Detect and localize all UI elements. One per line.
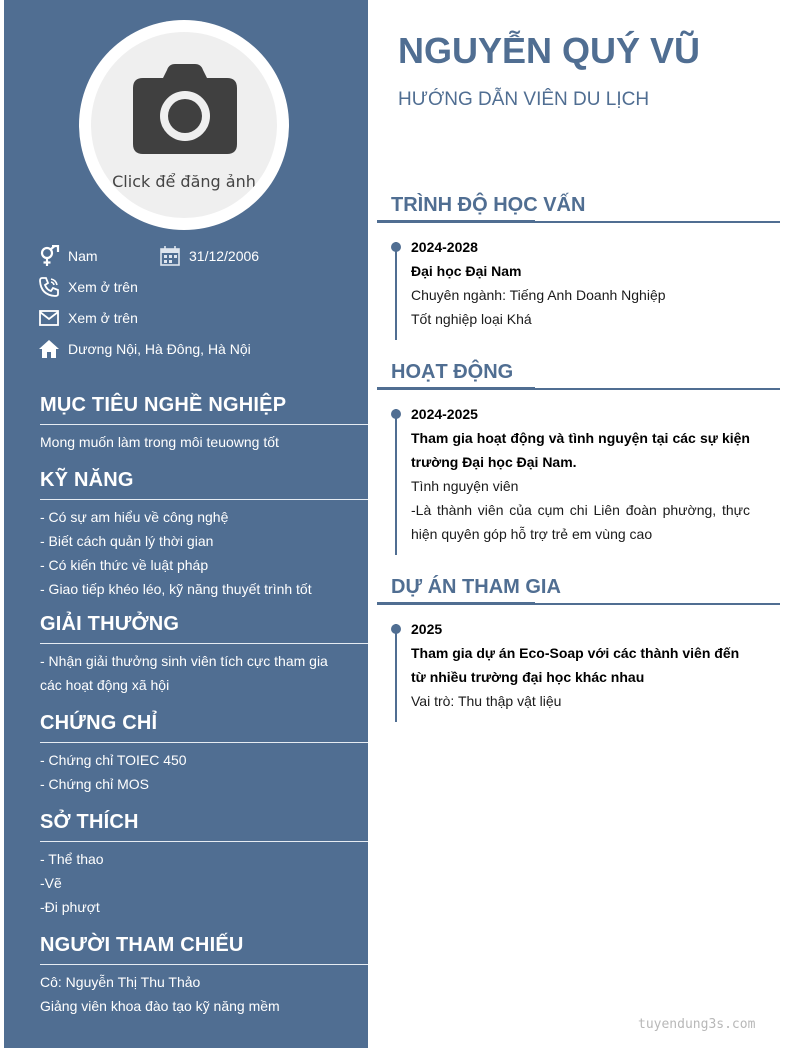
list-item: Giảng viên khoa đào tạo kỹ năng mềm (40, 998, 280, 1014)
activities-timeline (395, 409, 397, 555)
references-title: NGƯỜI THAM CHIẾU (40, 934, 244, 956)
projects-role: Vai trò: Thu thập vật liệu (411, 693, 562, 709)
education-entry (411, 235, 750, 331)
list-item: - Chứng chỉ MOS (40, 776, 149, 792)
skills-list (40, 505, 350, 601)
activities-title: HOẠT ĐỘNG (391, 361, 514, 383)
awards-list (40, 649, 350, 697)
list-item: - Biết cách quản lý thời gian (40, 533, 214, 549)
list-item: -Đi phượt (40, 899, 100, 915)
projects-timeline (395, 624, 397, 722)
list-item: -Vẽ (40, 875, 62, 891)
home-icon (38, 338, 60, 360)
skills-title: KỸ NĂNG (40, 469, 134, 491)
sidebar (4, 0, 368, 1048)
education-period: 2024-2028 (411, 239, 478, 255)
timeline-dot (391, 624, 401, 634)
list-item: - Giao tiếp khéo léo, kỹ năng thuyết trình tốt (40, 581, 312, 597)
phone-icon (38, 276, 60, 298)
hobbies-divider (40, 841, 368, 842)
education-result: Tốt nghiệp loại Khá (411, 311, 532, 327)
email-value: Xem ở trên (68, 310, 138, 326)
birthday-row (159, 245, 259, 267)
activities-entry (411, 402, 750, 546)
gender-value: Nam (68, 248, 98, 264)
activities-period: 2024-2025 (411, 406, 478, 422)
projects-entry (411, 617, 750, 713)
activities-role: Tình nguyện viên (411, 478, 519, 494)
watermark: tuyendung3s.com (638, 1017, 756, 1032)
references-list (40, 970, 350, 1018)
activities-divider-accent (377, 387, 535, 390)
email-row (38, 307, 138, 329)
education-timeline (395, 242, 397, 340)
avatar-upload[interactable] (79, 20, 289, 230)
list-item: - Chứng chỉ TOIEC 450 (40, 752, 187, 768)
education-divider-accent (377, 220, 535, 223)
hobbies-list (40, 847, 350, 919)
mail-icon (38, 307, 60, 329)
avatar-placeholder[interactable] (91, 32, 277, 218)
birthday-value: 31/12/2006 (189, 248, 260, 264)
references-divider (40, 964, 368, 965)
phone-row (38, 276, 138, 298)
candidate-name: NGUYỄN QUÝ VŨ (398, 30, 701, 71)
activities-heading: Tham gia hoạt động và tình nguyện tại các sự kiện trường Đại học Đại Nam. (411, 430, 750, 470)
education-major: Chuyên ngành: Tiếng Anh Doanh Nghiệp (411, 287, 666, 303)
objective-text (40, 430, 350, 454)
skills-divider (40, 499, 368, 500)
education-title: TRÌNH ĐỘ HỌC VẤN (391, 194, 586, 216)
list-item: Cô: Nguyễn Thị Thu Thảo (40, 974, 201, 990)
awards-title: GIẢI THƯỞNG (40, 613, 180, 635)
projects-title: DỰ ÁN THAM GIA (391, 576, 561, 598)
objective-title: MỤC TIÊU NGHỀ NGHIỆP (40, 394, 287, 416)
timeline-dot (391, 242, 401, 252)
timeline-dot (391, 409, 401, 419)
gender-row (38, 245, 98, 267)
awards-divider (40, 643, 368, 644)
hobbies-title: SỞ THÍCH (40, 811, 139, 833)
address-row (38, 338, 251, 360)
list-item: các hoạt động xã hội (40, 677, 170, 693)
avatar-upload-label: Click để đăng ảnh (112, 172, 256, 191)
address-value: Dương Nội, Hà Đông, Hà Nội (68, 341, 251, 357)
objective-line: Mong muốn làm trong môi teuowng tốt (40, 434, 279, 450)
objective-divider (40, 424, 368, 425)
projects-heading: Tham gia dự án Eco-Soap với các thành viên đến từ nhiều trường đại học khác nhau (411, 645, 740, 685)
gender-icon (38, 245, 60, 267)
list-item: - Có kiến thức về luật pháp (40, 557, 209, 573)
list-item: - Có sự am hiểu về công nghệ (40, 509, 229, 525)
certificates-title: CHỨNG CHỈ (40, 712, 158, 734)
candidate-role: HƯỚNG DẪN VIÊN DU LỊCH (398, 89, 650, 110)
calendar-icon (159, 245, 181, 267)
certificates-list (40, 748, 350, 796)
phone-value: Xem ở trên (68, 279, 138, 295)
list-item: - Nhận giải thưởng sinh viên tích cực tham gia (40, 653, 328, 669)
list-item: - Thể thao (40, 851, 104, 867)
education-school: Đại học Đại Nam (411, 263, 522, 279)
activities-desc: -Là thành viên của cụm chi Liên đoàn phường, thực hiện quyên góp hỗ trợ trẻ em vùng cao (411, 502, 750, 542)
projects-period: 2025 (411, 621, 443, 637)
certificates-divider (40, 742, 368, 743)
camera-icon (131, 62, 239, 158)
projects-divider-accent (377, 602, 535, 605)
